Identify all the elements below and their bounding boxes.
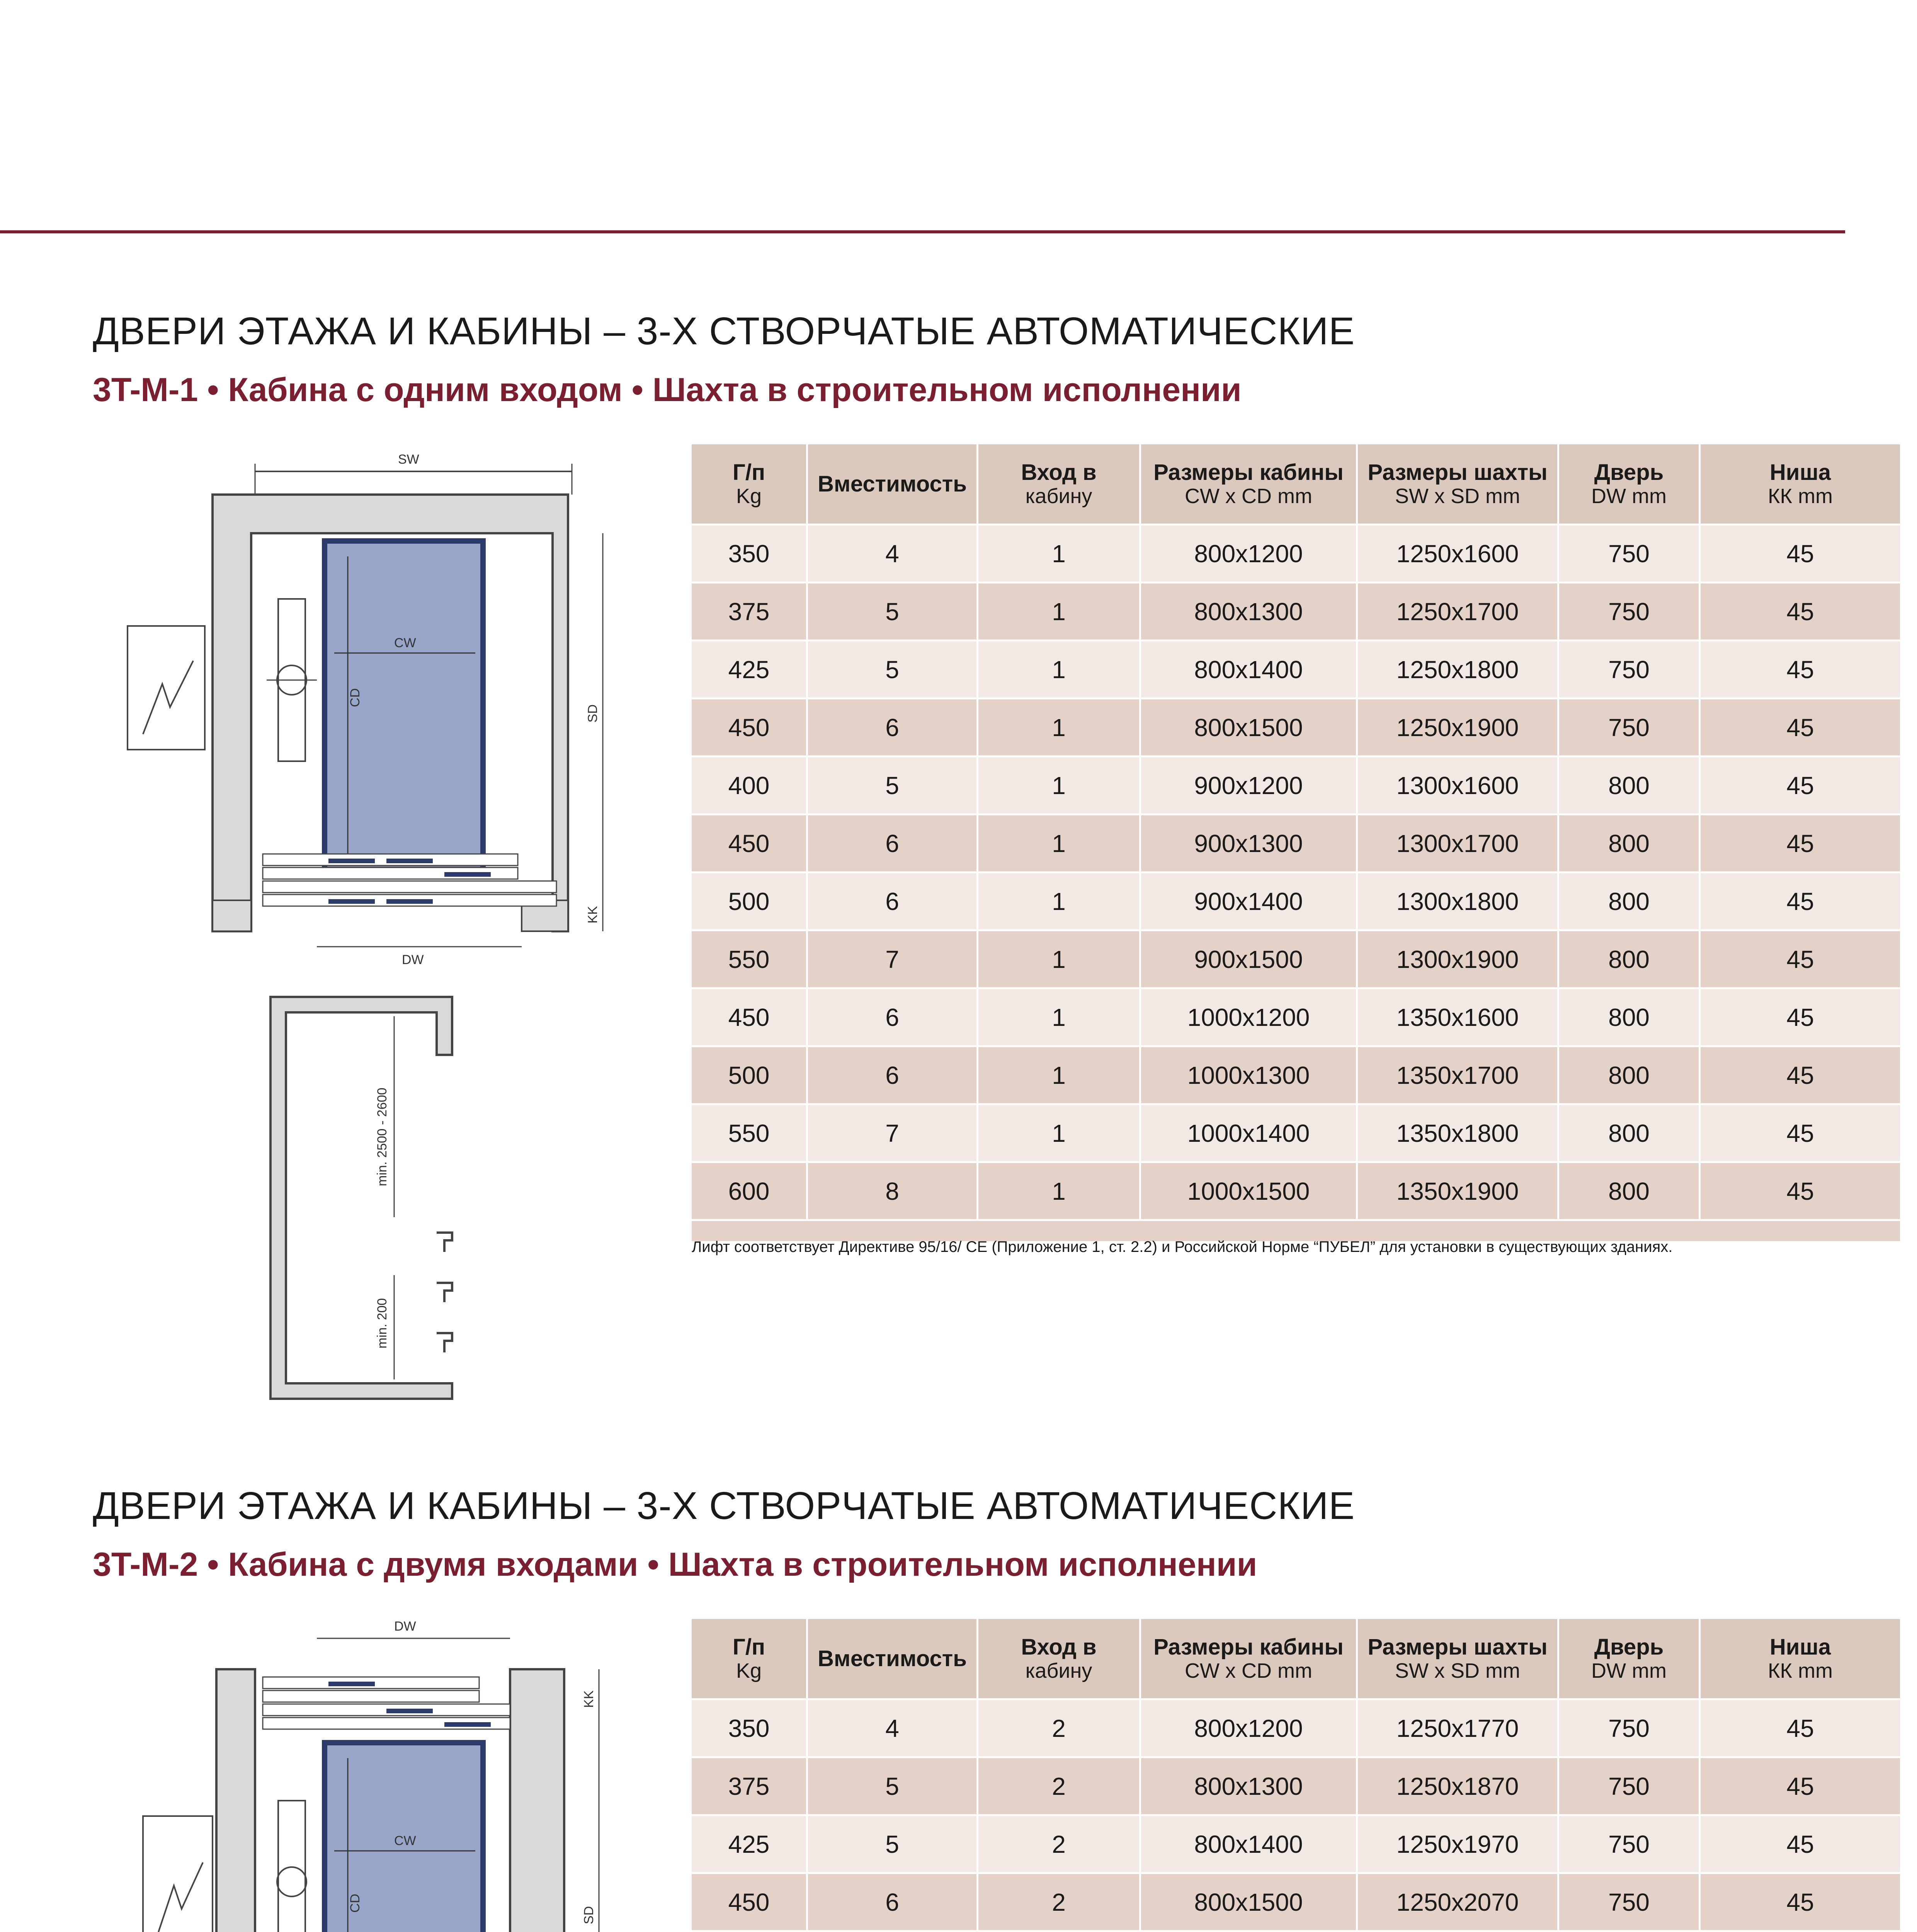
- table-cell: 1300x1700: [1357, 815, 1558, 872]
- table-cell: 800: [1558, 1162, 1700, 1220]
- table-cell: 45: [1700, 872, 1900, 930]
- table-body: [692, 1699, 1900, 1932]
- table-cell: 900x1300: [1140, 815, 1357, 872]
- table-cell: 5: [807, 1815, 978, 1873]
- table-cell: 45: [1700, 1046, 1900, 1104]
- table-cell: 800x1300: [1140, 1757, 1357, 1815]
- col-header: [978, 1619, 1140, 1699]
- table-header-row: [692, 444, 1900, 525]
- table-body: [692, 525, 1900, 1242]
- table-cell: 800: [1558, 1104, 1700, 1162]
- table-cell: 45: [1700, 815, 1900, 872]
- table-cell: 1: [978, 930, 1140, 988]
- table-cell: 45: [1700, 641, 1900, 699]
- table-cell: 750: [1558, 1757, 1700, 1815]
- col-header-text: CW x CD mm: [1185, 484, 1312, 508]
- table-cell: 425: [692, 641, 807, 699]
- table-cell: 1250x1900: [1357, 699, 1558, 757]
- spec-table-wrap: [692, 1619, 1845, 1932]
- col-header-text: DW mm: [1591, 484, 1667, 508]
- table-cell: 5: [807, 757, 978, 815]
- section-title: ДВЕРИ ЭТАЖА И КАБИНЫ – 3-Х СТВОРЧАТЫЕ АВТОМАТИЧЕСКИЕ: [93, 310, 1355, 353]
- table-cell: 2: [978, 1699, 1140, 1757]
- table-cell: 45: [1700, 988, 1900, 1046]
- col-header-text: Размеры шахты: [1368, 1634, 1548, 1660]
- col-header-text: Г/п: [732, 1634, 765, 1660]
- table-cell: 1250x1970: [1357, 1815, 1558, 1873]
- table-cell: 1: [978, 1046, 1140, 1104]
- table-row: [692, 641, 1900, 699]
- table-cell: 45: [1700, 1699, 1900, 1757]
- col-header: [1558, 444, 1700, 525]
- col-header: [1140, 1619, 1357, 1699]
- table-cell: 1: [978, 757, 1140, 815]
- dim-pit-label: min. 200: [375, 1298, 390, 1349]
- col-header-text: Kg: [736, 1659, 762, 1682]
- table-cell: 45: [1700, 1162, 1900, 1220]
- table-cell: 45: [1700, 1757, 1900, 1815]
- table-cell: 900x1200: [1140, 757, 1357, 815]
- table-footer-band: [692, 1220, 1900, 1242]
- table-cell: 1250x1770: [1357, 1699, 1558, 1757]
- table-cell: 800: [1558, 872, 1700, 930]
- table-cell: 500: [692, 872, 807, 930]
- table-cell: 350: [692, 525, 807, 583]
- table-cell: 1000x1200: [1140, 988, 1357, 1046]
- table-cell: 5: [807, 641, 978, 699]
- table-cell: 6: [807, 699, 978, 757]
- table-cell: 800x1200: [1140, 525, 1357, 583]
- table-cell: 7: [807, 1104, 978, 1162]
- table-row: [692, 583, 1900, 641]
- table-cell: 7: [807, 930, 978, 988]
- table-cell: 375: [692, 583, 807, 641]
- table-cell: 800: [1558, 815, 1700, 872]
- table-cell: 425: [692, 1815, 807, 1873]
- table-cell: 45: [1700, 1815, 1900, 1873]
- col-header: [1700, 444, 1900, 525]
- plan-drawing: [116, 1615, 696, 1932]
- shaft-plan-svg: [116, 444, 696, 1410]
- table-cell: 800x1400: [1140, 1815, 1357, 1873]
- table-cell: 750: [1558, 525, 1700, 583]
- col-header: [1558, 1619, 1700, 1699]
- col-header-text: Размеры шахты: [1368, 459, 1548, 485]
- table-cell: 800x1400: [1140, 641, 1357, 699]
- spec-table-wrap: [692, 444, 1845, 1241]
- table-cell: 1300x1600: [1357, 757, 1558, 815]
- col-header-text: КК mm: [1768, 484, 1833, 508]
- table-cell: 375: [692, 1757, 807, 1815]
- dim-cw-label: CW: [394, 636, 416, 650]
- table-cell: 2: [978, 1757, 1140, 1815]
- col-header-text: Вместимость: [818, 471, 967, 497]
- table-cell: 800x1500: [1140, 1873, 1357, 1931]
- table-row: [692, 815, 1900, 872]
- table-cell: 1: [978, 988, 1140, 1046]
- table-cell: 45: [1700, 699, 1900, 757]
- table-cell: 4: [807, 525, 978, 583]
- table-cell: 1250x1700: [1357, 583, 1558, 641]
- col-header: [807, 444, 978, 525]
- col-header: [1140, 444, 1357, 525]
- table-cell: 1: [978, 1162, 1140, 1220]
- table-row: [692, 1815, 1900, 1873]
- dim-sw-label: SW: [398, 452, 419, 467]
- table-cell: 750: [1558, 699, 1700, 757]
- table-cell: 750: [1558, 1873, 1700, 1931]
- table-cell: 1: [978, 641, 1140, 699]
- dim-cd-label: CD: [348, 1893, 362, 1913]
- col-header-text: SW x SD mm: [1395, 1659, 1520, 1682]
- table-cell: 1: [978, 1104, 1140, 1162]
- table-cell: 1: [978, 699, 1140, 757]
- col-header-text: Вместимость: [818, 1646, 967, 1671]
- table-cell: 1350x1600: [1357, 988, 1558, 1046]
- table-row: [692, 1046, 1900, 1104]
- table-cell: 400: [692, 757, 807, 815]
- col-header-text: кабину: [1025, 484, 1092, 508]
- table-cell: 1: [978, 815, 1140, 872]
- col-header-text: КК mm: [1768, 1659, 1833, 1682]
- table-cell: 1: [978, 525, 1140, 583]
- table-cell: 800: [1558, 757, 1700, 815]
- compliance-note: Лифт соответствует Директиве 95/16/ CE (Приложение 1, ст. 2.2) и Российской Норме “ПУБЕЛ” для установки в существующих зданиях.: [692, 1238, 1673, 1255]
- table-cell: 6: [807, 1873, 978, 1931]
- table-cell: 900x1400: [1140, 872, 1357, 930]
- col-header-text: Ниша: [1769, 1634, 1831, 1660]
- table-cell: 500: [692, 1046, 807, 1104]
- dim-cd-label: CD: [348, 688, 362, 707]
- table-cell: 2: [978, 1873, 1140, 1931]
- table-cell: 5: [807, 1757, 978, 1815]
- table-row: [692, 699, 1900, 757]
- table-cell: 800: [1558, 930, 1700, 988]
- table-cell: 450: [692, 1873, 807, 1931]
- dim-sd-label: SD: [582, 1906, 596, 1924]
- table-row: [692, 988, 1900, 1046]
- col-header: [692, 444, 807, 525]
- shaft-plan-svg: [116, 1615, 696, 1932]
- table-cell: 8: [807, 1162, 978, 1220]
- section-subtitle: 3T-M-1 • Кабина с одним входом • Шахта в строительном исполнении: [93, 371, 1242, 408]
- col-header-text: кабину: [1025, 1659, 1092, 1682]
- table-row: [692, 1162, 1900, 1220]
- top-rule: [0, 230, 1845, 233]
- table-cell: 6: [807, 872, 978, 930]
- col-header-text: Kg: [736, 484, 762, 508]
- table-cell: 45: [1700, 1873, 1900, 1931]
- table-cell: 4: [807, 1699, 978, 1757]
- table-row: [692, 1873, 1900, 1931]
- table-cell: 6: [807, 1046, 978, 1104]
- table-cell: 800x1300: [1140, 583, 1357, 641]
- table-cell: 45: [1700, 930, 1900, 988]
- col-header-text: Вход в: [1021, 1634, 1097, 1660]
- dim-kk-top-label: KK: [582, 1690, 596, 1708]
- section-subtitle: 3T-M-2 • Кабина с двумя входами • Шахта в строительном исполнении: [93, 1546, 1257, 1583]
- table-cell: 600: [692, 1162, 807, 1220]
- dim-dw-label: DW: [402, 952, 424, 967]
- col-header: [807, 1619, 978, 1699]
- table-cell: 1: [978, 872, 1140, 930]
- col-header-text: Ниша: [1769, 459, 1831, 485]
- col-header-text: DW mm: [1591, 1659, 1667, 1682]
- section-title: ДВЕРИ ЭТАЖА И КАБИНЫ – 3-Х СТВОРЧАТЫЕ АВТОМАТИЧЕСКИЕ: [93, 1484, 1355, 1527]
- col-header: [978, 444, 1140, 525]
- table-cell: 5: [807, 583, 978, 641]
- table-cell: 450: [692, 988, 807, 1046]
- table-row: [692, 930, 1900, 988]
- col-header-text: CW x CD mm: [1185, 1659, 1312, 1682]
- col-header-text: Размеры кабины: [1153, 1634, 1344, 1660]
- col-header: [1700, 1619, 1900, 1699]
- table-row: [692, 757, 1900, 815]
- table-cell: 450: [692, 815, 807, 872]
- table-header-row: [692, 1619, 1900, 1699]
- spec-table: [692, 444, 1900, 1241]
- dim-sd-label: SD: [585, 704, 600, 723]
- table-cell: 1350x1700: [1357, 1046, 1558, 1104]
- table-cell: 1000x1400: [1140, 1104, 1357, 1162]
- table-cell: 550: [692, 1104, 807, 1162]
- table-cell: 750: [1558, 1699, 1700, 1757]
- dim-dw-top-label: DW: [394, 1619, 416, 1634]
- table-cell: 1250x1800: [1357, 641, 1558, 699]
- table-cell: 1350x1900: [1357, 1162, 1558, 1220]
- table-cell: 45: [1700, 525, 1900, 583]
- table-cell: 800: [1558, 988, 1700, 1046]
- table-cell: 1250x1600: [1357, 525, 1558, 583]
- table-cell: 800x1500: [1140, 699, 1357, 757]
- table-cell: 6: [807, 815, 978, 872]
- table-cell: 1300x1800: [1357, 872, 1558, 930]
- table-cell: 1250x1870: [1357, 1757, 1558, 1815]
- table-cell: 750: [1558, 1815, 1700, 1873]
- col-header-text: SW x SD mm: [1395, 484, 1520, 508]
- table-cell: 350: [692, 1699, 807, 1757]
- table-cell: 750: [1558, 641, 1700, 699]
- table-cell: 1000x1300: [1140, 1046, 1357, 1104]
- table-cell: 1300x1900: [1357, 930, 1558, 988]
- table-cell: 450: [692, 699, 807, 757]
- table-row: [692, 1104, 1900, 1162]
- table-cell: 45: [1700, 1104, 1900, 1162]
- plan-drawing: [116, 444, 696, 1410]
- spec-table: [692, 1619, 1900, 1932]
- dim-head-label: min. 2500 - 2600: [375, 1087, 390, 1186]
- table-cell: 1350x1800: [1357, 1104, 1558, 1162]
- table-cell: 2: [978, 1815, 1140, 1873]
- table-cell: 750: [1558, 583, 1700, 641]
- table-cell: 800x1200: [1140, 1699, 1357, 1757]
- table-cell: 45: [1700, 583, 1900, 641]
- col-header: [692, 1619, 807, 1699]
- table-cell: 800: [1558, 1046, 1700, 1104]
- table-row: [692, 525, 1900, 583]
- col-header: [1357, 444, 1558, 525]
- table-cell: 1: [978, 583, 1140, 641]
- table-row: [692, 872, 1900, 930]
- table-cell: 45: [1700, 757, 1900, 815]
- table-cell: 1250x2070: [1357, 1873, 1558, 1931]
- table-cell: [692, 1220, 1900, 1242]
- col-header-text: Дверь: [1594, 459, 1664, 485]
- col-header-text: Вход в: [1021, 459, 1097, 485]
- col-header: [1357, 1619, 1558, 1699]
- table-row: [692, 1757, 1900, 1815]
- col-header-text: Г/п: [732, 459, 765, 485]
- dim-kk-label: KK: [585, 906, 600, 923]
- table-row: [692, 1699, 1900, 1757]
- dim-cw-label: CW: [394, 1833, 416, 1848]
- table-cell: 550: [692, 930, 807, 988]
- table-cell: 1000x1500: [1140, 1162, 1357, 1220]
- col-header-text: Размеры кабины: [1153, 459, 1344, 485]
- table-cell: 6: [807, 988, 978, 1046]
- col-header-text: Дверь: [1594, 1634, 1664, 1660]
- table-cell: 900x1500: [1140, 930, 1357, 988]
